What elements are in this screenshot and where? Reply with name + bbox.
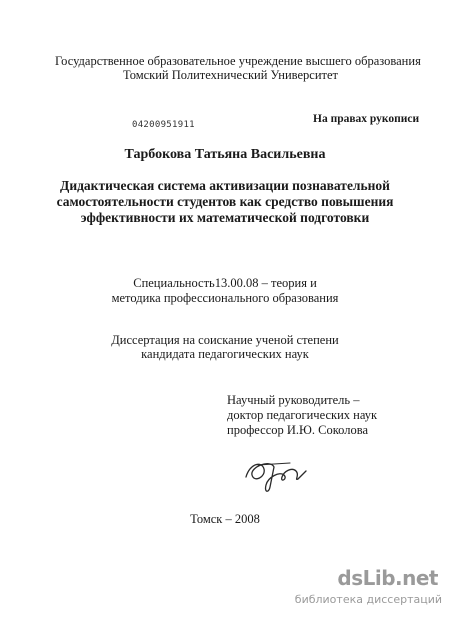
- title-line-3: эффективности их математической подготовки: [80, 210, 370, 225]
- supervisor-line-2: доктор педагогических наук: [227, 408, 378, 422]
- degree-line-1: Диссертация на соискание ученой степени: [111, 333, 339, 347]
- supervisor-line-1: Научный руководитель –: [227, 393, 360, 407]
- catalog-code: 04200951911: [132, 120, 195, 130]
- city-year: Томск – 2008: [190, 512, 260, 526]
- dissertation-title: [0, 178, 450, 226]
- title-line-1: Дидактическая система активизации познавательной: [60, 178, 390, 193]
- institution-line-1: Государственное образовательное учреждение высшего образования: [55, 54, 421, 68]
- institution-header: [55, 54, 421, 82]
- watermark-tagline: библиотека диссертаций: [294, 593, 442, 606]
- supervisor-line-3: профессор И.Ю. Соколова: [227, 423, 369, 437]
- author-name: Тарбокова Татьяна Васильевна: [124, 147, 326, 162]
- title-line-2: самостоятельности студентов как средство повышения: [56, 194, 394, 209]
- institution-line-2: Томский Политехнический Университет: [123, 68, 338, 82]
- rights-note: На правах рукописи: [313, 113, 420, 125]
- handwritten-signature-icon: [240, 453, 310, 498]
- library-watermark: [294, 566, 442, 610]
- watermark-logo: dsLib.net: [337, 566, 438, 590]
- supervisor-block: [227, 393, 377, 438]
- specialty: [0, 276, 450, 306]
- specialty-line-2: методика профессионального образования: [111, 291, 339, 305]
- dissertation-degree: [0, 333, 450, 361]
- specialty-line-1: Специальность13.00.08 – теория и: [133, 276, 317, 290]
- degree-line-2: кандидата педагогических наук: [141, 347, 309, 361]
